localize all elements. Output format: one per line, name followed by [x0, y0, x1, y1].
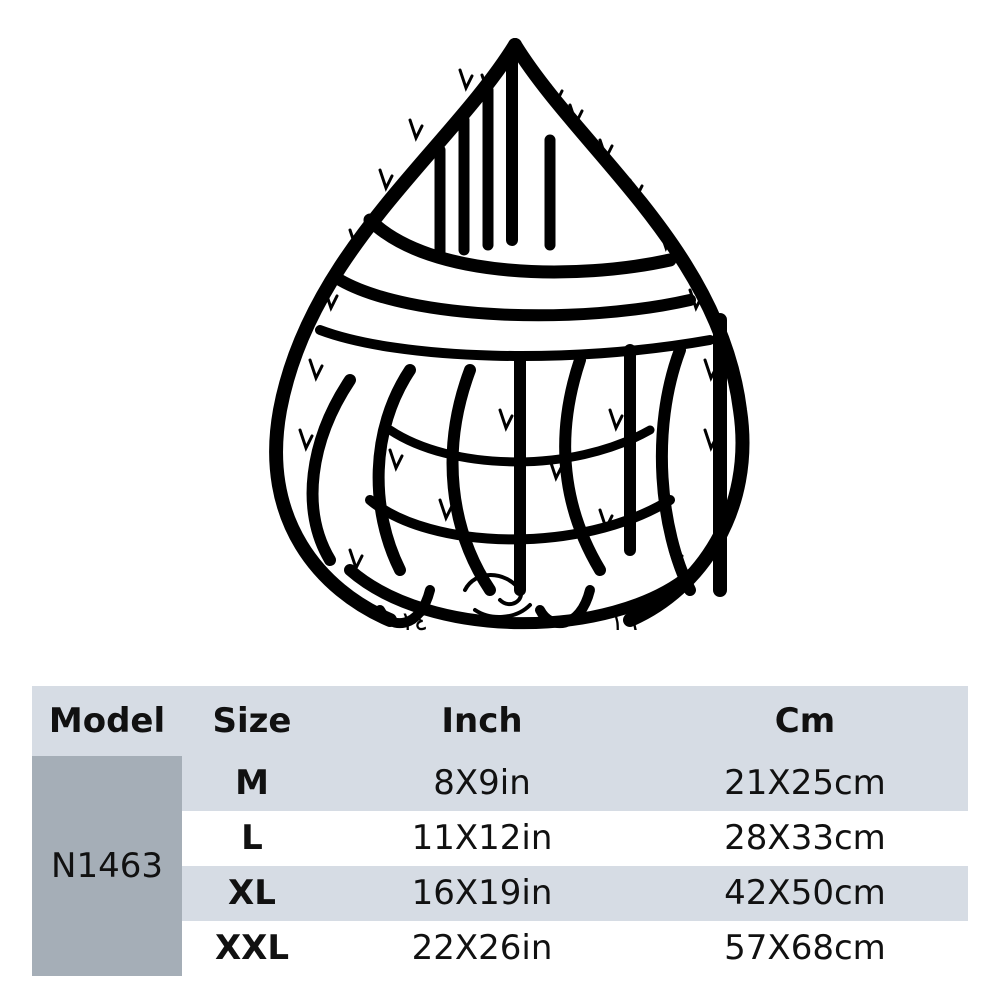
inch-cell: 16X19in [411, 873, 553, 913]
header-size: Size [212, 701, 292, 741]
table-row [182, 921, 968, 976]
inch-cell: 11X12in [411, 818, 553, 858]
header-model: Model [48, 701, 166, 741]
size-cell: XL [228, 873, 276, 913]
inch-cell: 22X26in [411, 928, 553, 968]
cm-cell: 21X25cm [724, 763, 886, 803]
size-table [32, 686, 968, 976]
table-row [182, 811, 968, 866]
table-row [182, 866, 968, 921]
svg-text:١٩: ١٩ [610, 607, 638, 637]
calligraphy-artwork [250, 30, 770, 650]
size-cell: M [235, 763, 269, 803]
model-cell: N1463 [32, 756, 182, 976]
header-cm: Cm [774, 701, 836, 741]
inch-cell: 8X9in [433, 763, 531, 803]
cm-cell: 42X50cm [724, 873, 886, 913]
size-cell: L [241, 818, 263, 858]
size-cell: XXL [214, 928, 290, 968]
header-inch: Inch [441, 701, 523, 741]
svg-text:١٤: ١٤ [400, 607, 428, 637]
cm-cell: 28X33cm [724, 818, 886, 858]
table-row [182, 756, 968, 811]
cm-cell: 57X68cm [724, 928, 886, 968]
calligraphy-icon [250, 30, 770, 650]
